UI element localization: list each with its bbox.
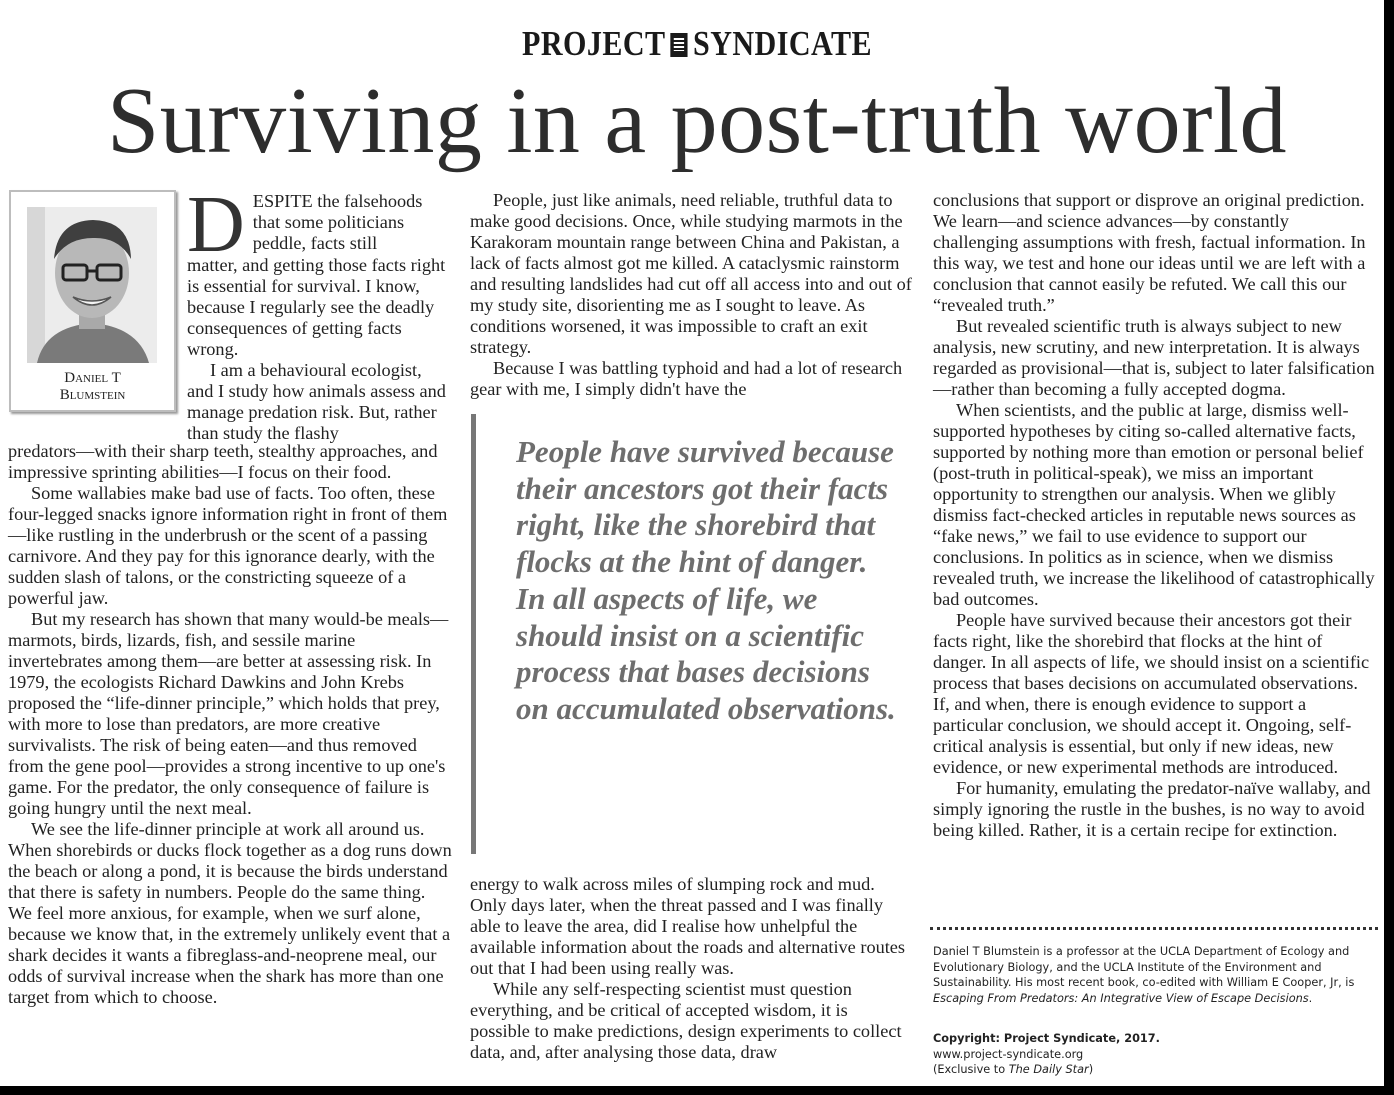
paragraph: predators—with their sharp teeth, stealthy approaches, and impressive sprinting abilities—I focus on their food. xyxy=(8,441,438,482)
paragraph: energy to walk across miles of slumping rock and mud. Only days later, when the threat passed and I was finally able to leave the area, did I realise how unhelpful the available information about the roads and alternative routes out that I had been using really was. xyxy=(470,874,906,978)
paragraph: We see the life-dinner principle at work all around us. When shorebirds or ducks flock together as a dog runs down the beach or along a pond, it is because the birds understand that there is safety in numbers. People do the same thing. We feel more anxious, for example, when we surf alone, because we know that, in the extremely unlikely event that a shark decides it wants a fibreglass-and-neoprene meal, our odds of survival increase when the shark has more than one target from which to choose. xyxy=(8,819,452,1007)
paragraph: I am a behavioural ecologist, and I study how animals assess and manage predation risk. But, rather than study the flashy xyxy=(187,360,446,443)
masthead xyxy=(98,24,1297,64)
column-1-body xyxy=(8,441,452,1008)
newspaper-name: The Daily Star xyxy=(1008,1063,1089,1077)
author-portrait-image xyxy=(27,207,157,363)
drop-cap: D xyxy=(187,181,245,269)
column-1-lead xyxy=(187,181,449,444)
page-edge-right xyxy=(1384,0,1394,1095)
lead-line: ESPITE the falsehoods xyxy=(252,191,423,211)
website-url: www.project-syndicate.org xyxy=(933,1047,1084,1061)
credits xyxy=(933,1031,1373,1078)
pull-quote xyxy=(471,414,896,854)
author-photo xyxy=(27,207,157,363)
paragraph: matter, and getting those facts right is essential for survival. I know, because I regularly see the deadly consequences of getting facts wrong. xyxy=(187,255,446,359)
copyright-line: Copyright: Project Syndicate, 2017. xyxy=(933,1032,1160,1045)
lead-line: peddle, facts still xyxy=(252,233,378,253)
author-name xyxy=(11,370,174,404)
dotted-divider xyxy=(930,927,1378,930)
pull-quote-text: People have survived because their ancestors got their facts right, like the shorebird that flocks at the hint of danger. In all aspects of life, we should insist on a scientific process that bases decisions on accumulated observations. xyxy=(516,434,896,726)
paragraph: People have survived because their ancestors got their facts right, like the shorebird that flocks at the hint of danger. In all aspects of life, we should insist on a scientific process that bases decisions on accumulated observations. If, and when, there is enough evidence to support a particular conclusion, we should accept it. Ongoing, self-critical analysis is essential, but only if new ideas, new evidence, or new experimental methods are introduced. xyxy=(933,610,1370,777)
paragraph: People, just like animals, need reliable, truthful data to make good decisions. Once, while studying marmots in the Karakoram mountain range between China and Pakistan, a lack of facts almost got me killed. A cataclysmic rainstorm and resulting landslides had cut off all access into and out of my study site, disorienting me as I sought to leave. As conditions worsened, it was impossible to craft an exit strategy. xyxy=(470,190,912,357)
paragraph: For humanity, emulating the predator-naïve wallaby, and simply ignoring the rustle in the bushes, is no way to avoid being killed. Rather, it is a certain recipe for extinction. xyxy=(933,778,1371,840)
author-name-line2: Blumstein xyxy=(59,387,126,403)
page-edge-bottom xyxy=(0,1086,1394,1095)
column-3 xyxy=(933,190,1377,841)
newspaper-logo-icon xyxy=(671,33,688,57)
paragraph: When scientists, and the public at large, dismiss well-supported hypotheses by citing so-called alternative facts, supported by nothing more than emotion or personal belief (post-truth in political-speak), we miss an important opportunity to strengthen our analysis. When we glibly dismiss fact-checked articles in reputable news sources as “fake news,” we fail to use evidence to support our conclusions. In politics as in science, when we dismiss revealed truth, we increase the likelihood of catastrophically bad outcomes. xyxy=(933,400,1375,609)
author-bio xyxy=(933,944,1373,1006)
exclusive-prefix: (Exclusive to xyxy=(933,1063,1009,1077)
paragraph: But revealed scientific truth is always subject to new analysis, new scrutiny, and new interpretation. It is always regarded as provisional—that is, subject to later falsification—rather than becoming a fully accepted dogma. xyxy=(933,316,1375,399)
book-title: Escaping From Predators: An Integrative View of Escape Decisions xyxy=(933,991,1309,1005)
masthead-left: PROJECT xyxy=(522,24,666,63)
headline: Surviving in a post-truth world xyxy=(107,69,1287,173)
author-photo-box xyxy=(9,190,176,412)
paragraph: While any self-respecting scientist must question everything, and be critical of accepted wisdom, it is possible to make predictions, design experiments to collect data, and, after analysing those data, draw xyxy=(470,979,902,1062)
bio-text: Daniel T Blumstein is a professor at the UCLA Department of Ecology and Evolutionary Biology, and the UCLA Institute of the Environment and Sustainability. His most recent book, co-edited with William E Cooper, Jr, is xyxy=(933,945,1355,990)
bio-end: . xyxy=(1308,991,1313,1005)
paragraph: Because I was battling typhoid and had a lot of research gear with me, I simply didn't have the xyxy=(470,358,903,399)
paragraph: But my research has shown that many would-be meals—marmots, birds, lizards, fish, and sessile marine invertebrates among them—are better at assessing risk. In 1979, the ecologists Richard Dawkins and John Krebs proposed the “life-dinner principle,” which holds that prey, with more to lose than predators, are more creative survivalists. The risk of being eaten—and thus removed from the gene pool—provides a strong incentive to up one's game. For the predator, the only consequence of failure is going hungry until the next meal. xyxy=(8,609,449,818)
paragraph: conclusions that support or disprove an original prediction. We learn—and science advances—by constantly challenging assumptions with fresh, factual information. In this way, we test and hone our ideas until we are left with a conclusion that cannot easily be refuted. We call this our “revealed truth.” xyxy=(933,190,1366,315)
exclusive-suffix: ) xyxy=(1088,1063,1094,1077)
masthead-right: SYNDICATE xyxy=(693,24,872,63)
exclusive-line xyxy=(933,1062,1373,1078)
paragraph: Some wallabies make bad use of facts. Too often, these four-legged snacks ignore information right in front of them—like rustling in the underbrush or the scent of a passing carnivore. And they pay for this ignorance dearly, with the sudden slash of talons, or the constricting squeeze of a powerful jaw. xyxy=(8,483,448,608)
author-name-line1: Daniel T xyxy=(64,370,121,386)
column-2-bottom xyxy=(470,874,912,1063)
lead-line: that some politicians xyxy=(252,212,405,232)
column-2-top xyxy=(470,190,912,400)
